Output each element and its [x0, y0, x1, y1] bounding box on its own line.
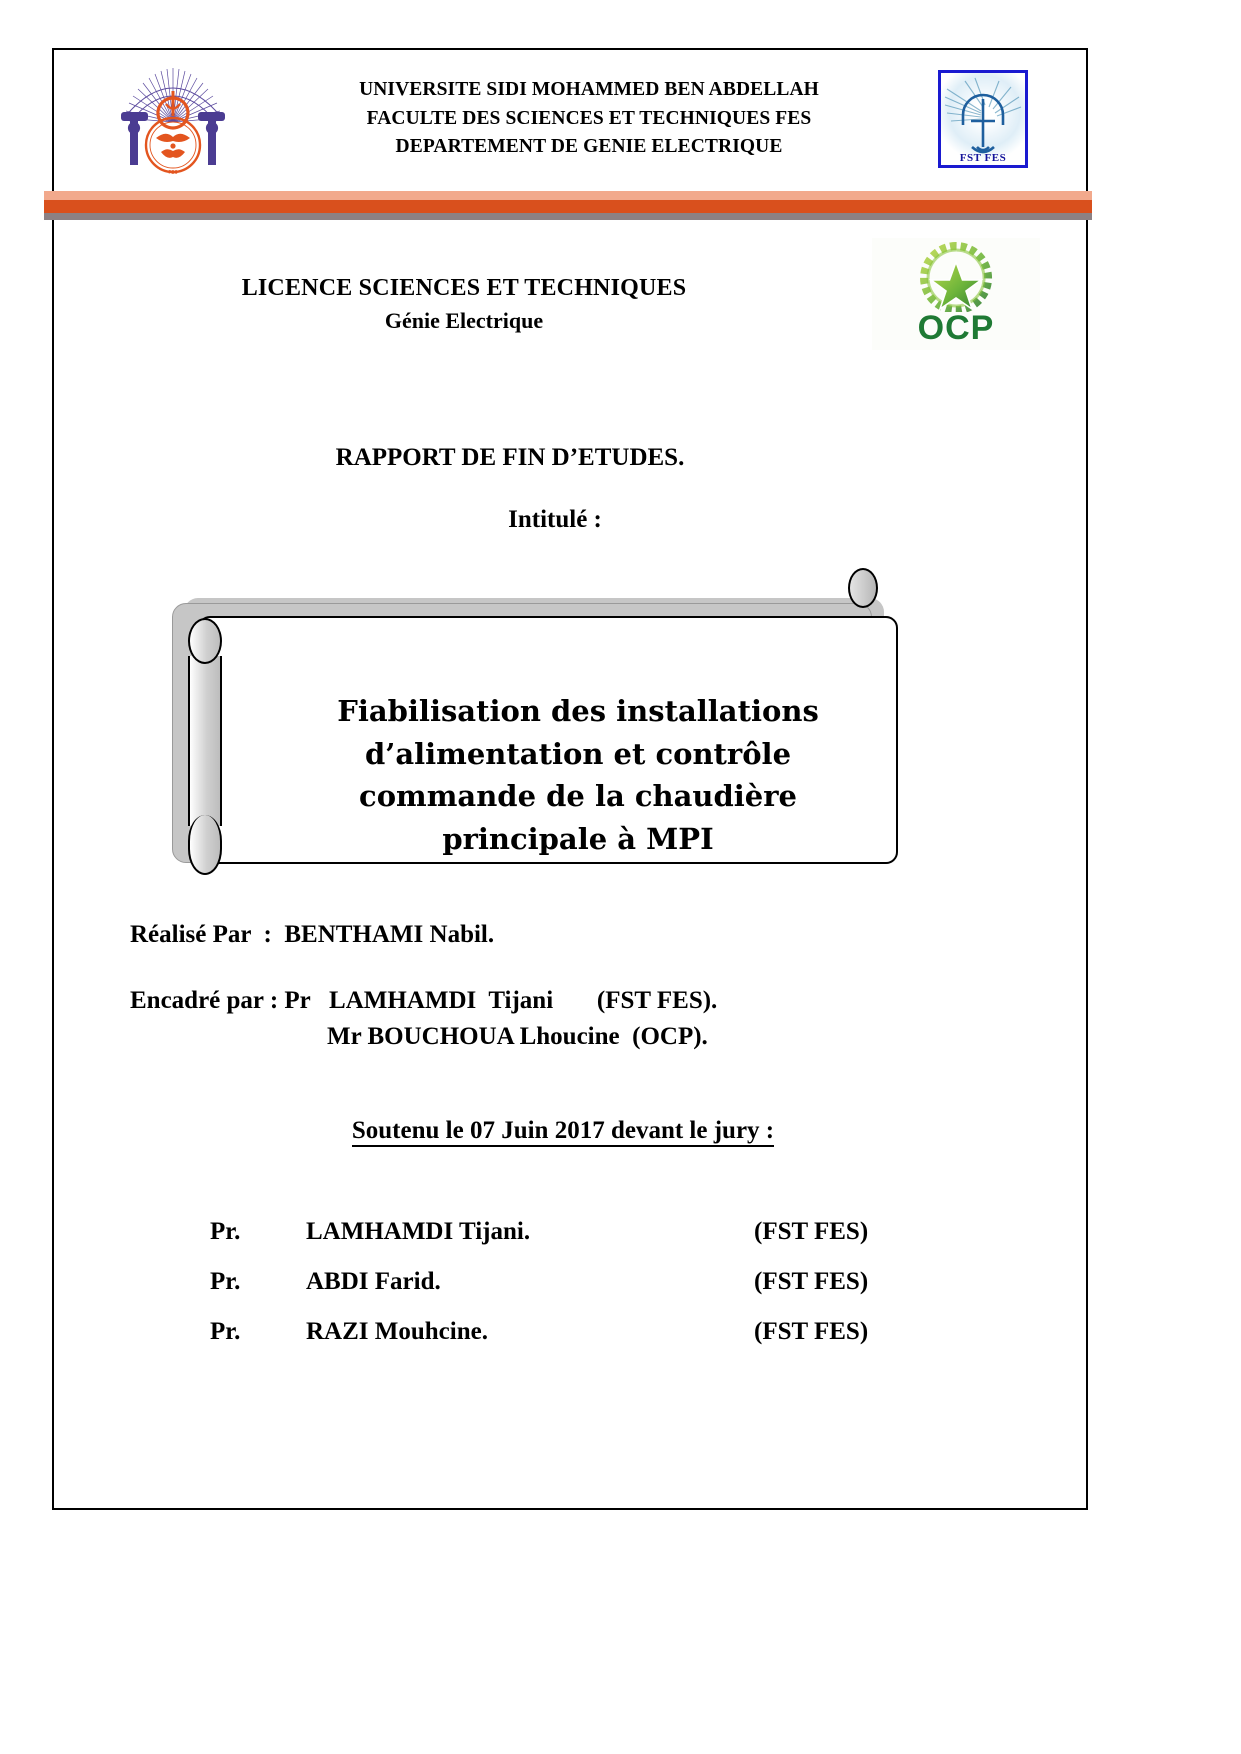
scroll-curl-top-right [848, 568, 878, 608]
credits-block [130, 920, 1010, 1052]
supervisor-line-2: Mr BOUCHOUA Lhoucine (OCP). [327, 1023, 708, 1050]
report-title-line-4: principale à MPI [442, 821, 714, 856]
ocp-partner-logo-icon [872, 238, 1040, 350]
supervisor-line-1: Encadré par : Pr LAMHAMDI Tijani (FST FES). [130, 987, 718, 1014]
degree-block [54, 272, 874, 337]
institution-line-3: DEPARTEMENT DE GENIE ELECTRIQUE [395, 136, 783, 158]
ocp-wordmark: OCP [917, 309, 995, 347]
degree-specialty: Génie Electrique [384, 308, 544, 334]
report-title-label: Intitulé : [508, 506, 602, 533]
report-title-scroll [172, 560, 912, 895]
defense-date-block [54, 1117, 1086, 1145]
jury-name: RAZI Mouhcine. [306, 1318, 488, 1345]
author-line: Réalisé Par : BENTHAMI Nabil. [130, 921, 495, 948]
degree-program: LICENCE SCIENCES ET TECHNIQUES [241, 275, 687, 301]
jury-title: Pr. [210, 1218, 241, 1245]
defense-date-text: Soutenu le 07 Juin 2017 devant le jury : [352, 1117, 774, 1147]
accent-band-bottom [44, 213, 1092, 220]
report-title-line-1: Fiabilisation des installations [337, 694, 819, 728]
institution-line-1: UNIVERSITE SIDI MOHAMMED BEN ABDELLAH [359, 78, 819, 100]
document-header [54, 50, 1086, 188]
scroll-left-stem [188, 656, 222, 826]
scroll-body [198, 616, 898, 864]
fst-fes-logo-icon [938, 70, 1028, 168]
jury-title: Pr. [210, 1268, 241, 1295]
ocp-emblem-icon [900, 240, 1012, 312]
jury-affiliation: (FST FES) [754, 1268, 869, 1295]
institution-line-2: FACULTE DES SCIENCES ET TECHNIQUES FES [366, 107, 812, 129]
institution-name-block [234, 76, 938, 163]
jury-row [210, 1218, 910, 1246]
scroll-curl-bottom-left [188, 815, 222, 875]
jury-row [210, 1268, 910, 1296]
fst-logo-caption: FST FES [959, 152, 1007, 164]
report-type-label: RAPPORT DE FIN D’ETUDES. [335, 444, 685, 471]
jury-name: LAMHAMDI Tijani. [306, 1218, 531, 1245]
accent-band-middle [44, 200, 1092, 213]
report-title-text [260, 690, 896, 861]
accent-band-top [44, 191, 1092, 200]
report-title-line-3: commande de la chaudière [359, 779, 797, 814]
jury-title: Pr. [210, 1318, 241, 1345]
report-title-line-2: d’alimentation et contrôle [364, 736, 792, 771]
usmba-university-seal-icon [112, 60, 234, 178]
scroll-curl-top-left [188, 618, 222, 664]
svg-text:FES: FES [168, 170, 178, 176]
jury-name: ABDI Farid. [306, 1268, 441, 1295]
jury-affiliation: (FST FES) [754, 1218, 869, 1245]
jury-list [210, 1218, 910, 1368]
jury-affiliation: (FST FES) [754, 1318, 869, 1345]
jury-row [210, 1318, 910, 1346]
